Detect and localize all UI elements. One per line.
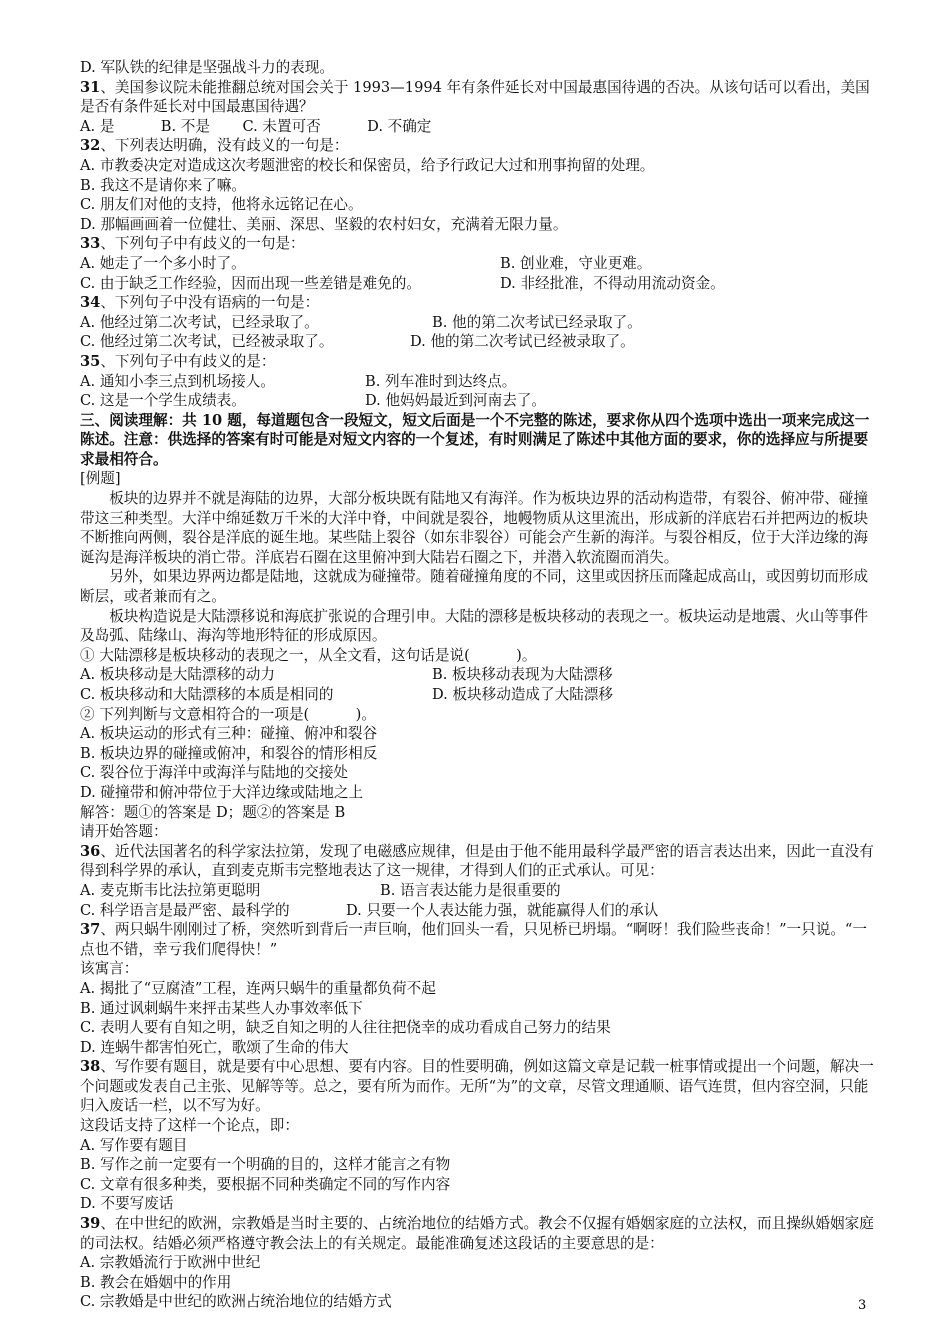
question-number: 37 [80, 921, 101, 939]
options-row [80, 274, 880, 294]
option-b: B. 板块移动表现为大陆漂移 [432, 666, 613, 684]
option-b: B. 语言表达能力是很重要的 [380, 881, 561, 899]
example-answer: 解答：题①的答案是 D；题②的答案是 B [80, 803, 346, 821]
option-c: C. 裂谷位于海洋中或海洋与陆地的交接处 [80, 764, 349, 782]
question-number: 35 [80, 352, 101, 370]
q30-option-d: D. 军队铁的纪律是坚强战斗力的表现。 [80, 59, 334, 76]
options-row [80, 313, 880, 333]
option-a: A. 通知小李三点到机场接人。 [80, 372, 275, 390]
question-31-options: A. 是 B. 不是 C. 未置可否 D. 不确定 [80, 117, 432, 135]
options-row [80, 391, 880, 411]
option-b: B. 通过讽刺蜗牛来抨击某些人办事效率低下 [80, 999, 363, 1017]
option-b: B. 列车准时到达终点。 [365, 372, 517, 390]
option-c: C. 板块移动和大陆漂移的本质是相同的 [80, 686, 334, 703]
question-lead: 该寓言： [80, 960, 139, 978]
example-paragraph-1: 板块的边界并不就是海陆的边界，大部分板块既有陆地又有海洋。作为板块边界的活动构造带，有裂谷、俯冲带、碰撞带这三种类型。大洋中绵延数万千米的大洋中脊，中间就是裂谷，地幔物质从这里流出，形成新的洋底岩石并把两边的板块不断推向两侧，裂谷是洋底的诞生地。某些陆上裂谷（如东非裂谷）可能会产生新的海洋。与裂谷相反，位于大洋边缘的海诞沟是海洋板块的消亡带。洋底岩石圈在这里俯冲到大陆岩石圈之下，并潜入软流圈而消失。 [80, 490, 869, 566]
question-number: 34 [80, 294, 101, 312]
question-lead: 这段话支持了这样一个论点，即： [80, 1117, 299, 1135]
question-text: 、下列表达明确，没有歧义的一句是： [100, 137, 349, 155]
option-d: D. 只要一个人表达能力强，就能赢得人们的承认 [346, 901, 659, 919]
options-row [80, 332, 880, 352]
option-c: C. 他经过第二次考试，已经被录取了。 [80, 333, 334, 351]
option-a: A. 市教委决定对造成这次考题泄密的校长和保密员，给予行政记大过和刑事拘留的处理。 [80, 156, 655, 174]
option-b: B. 教会在婚姻中的作用 [80, 1273, 232, 1291]
option-b: B. 板块边界的碰撞或俯冲，和裂谷的情形相反 [80, 744, 378, 762]
question-34 [80, 293, 880, 313]
option-d: D. 不要写废话 [80, 1195, 174, 1213]
question-number: 32 [80, 137, 101, 155]
question-39 [80, 1214, 880, 1253]
question-text: 、近代法国著名的科学家法拉第，发现了电磁感应规律，但是由于他不能用最科学最严密的语言表达出来，因此一直没有得到科学界的承认，直到麦克斯韦完整地表达了这一规律，才得到人们的正式承认。可见： [80, 842, 874, 880]
question-35 [80, 352, 880, 372]
option-a: A. 揭批了“豆腐渣”工程，连两只蜗牛的重量都负荷不起 [80, 979, 436, 997]
option-b: B. 创业难，守业更难。 [500, 254, 652, 272]
document-page [80, 58, 880, 1312]
option-a: A. 她走了一个多小时了。 [80, 254, 246, 272]
question-number: 31 [80, 78, 101, 96]
question-number: 38 [80, 1058, 101, 1076]
option-a: A. 宗教婚流行于欧洲中世纪 [80, 1254, 261, 1272]
option-d: D. 那幅画画着一位健壮、美丽、深思、坚毅的农村妇女，充满着无限力量。 [80, 215, 568, 233]
options-row [80, 901, 880, 921]
options-row [80, 372, 880, 392]
question-37 [80, 920, 880, 959]
example-paragraph-3: 板块构造说是大陆漂移说和海底扩张说的合理引申。大陆的漂移是板块移动的表现之一。板块运动是地震、火山等事件及岛弧、陆缘山、海沟等地形特征的形成原因。 [80, 607, 869, 645]
question-text: 、美国参议院未能推翻总统对国会关于 1993—1994 年有条件延长对中国最惠国待遇的否决。从该句话可以看出，美国是否有条件延长对中国最惠国待遇？ [80, 78, 870, 116]
option-c: C. 表明人要有自知之明，缺乏自知之明的人往往把侥幸的成功看成自己努力的结果 [80, 1019, 611, 1037]
question-number: 33 [80, 235, 101, 253]
question-33 [80, 234, 880, 254]
option-a: A. 板块移动是大陆漂移的动力 [80, 666, 275, 684]
option-c: C. 由于缺乏工作经验，因而出现一些差错是难免的。 [80, 274, 421, 292]
option-d: D. 碰撞带和俯冲带位于大洋边缘或陆地之上 [80, 783, 364, 801]
page-number: 3 [858, 1298, 867, 1313]
option-a: A. 麦克斯韦比法拉第更聪明 [80, 881, 261, 899]
options-row [80, 881, 880, 901]
question-32 [80, 136, 880, 156]
question-text: 、下列句子中有歧义的是： [100, 352, 276, 370]
question-number: 36 [80, 842, 101, 860]
example-label: [例题] [80, 470, 121, 488]
option-c: C. 宗教婚是中世纪的欧洲占统治地位的结婚方式 [80, 1293, 392, 1311]
options-row [80, 254, 880, 274]
start-prompt: 请开始答题： [80, 823, 168, 841]
example-question-1: ① 大陆漂移是板块移动的表现之一，从全文看，这句话是说( )。 [80, 646, 537, 664]
example-question-2: ② 下列判断与文意相符合的一项是( )。 [80, 705, 376, 723]
option-d: D. 非经批准，不得动用流动资金。 [500, 274, 725, 292]
option-b: B. 他的第二次考试已经录取了。 [432, 313, 642, 331]
example-paragraph-2: 另外，如果边界两边都是陆地，这就成为碰撞带。随着碰撞角度的不同，这里或因挤压而隆起成高山，或因剪切而形成断层，或者兼而有之。 [80, 568, 869, 606]
question-text: 、两只蜗牛刚刚过了桥，突然听到背后一声巨响，他们回头一看，只见桥已坍塌。“啊呀！我们险些丧命！”一只说。“一点也不错，幸亏我们爬得快！” [80, 921, 867, 958]
option-a: A. 写作要有题目 [80, 1136, 188, 1154]
question-31 [80, 78, 880, 117]
question-36 [80, 842, 880, 881]
option-c: C. 科学语言是最严密、最科学的 [80, 901, 290, 919]
question-38 [80, 1057, 880, 1116]
question-number: 39 [80, 1215, 101, 1233]
option-a: A. 他经过第二次考试，已经录取了。 [80, 313, 319, 331]
question-text: 、下列句子中没有语病的一句是： [100, 294, 320, 312]
option-c: C. 朋友们对他的支持，他将永远铭记在心。 [80, 196, 363, 214]
option-d: D. 板块移动造成了大陆漂移 [432, 686, 613, 703]
option-d: D. 他妈妈最近到河南去了。 [365, 392, 546, 410]
section-heading: 三、阅读理解：共 10 题，每道题包含一段短文，短文后面是一个不完整的陈述，要求你从四个选项中选出一项来完成这一陈述。注意：供选择的答案有时可能是对短文内容的一个复述，有时则满足了陈述中其他方面的要求，你的选择应与所提要求最相符合。 [80, 411, 870, 468]
question-text: 、写作要有题目，就是要有中心思想、要有内容。目的性要明确，例如这篇文章是记载一桩事情或提出一个问题，解决一个问题或发表自己主张、见解等等。总之，要有所为而作。无所“为”的文章，尽管文理通顺、语气连贯，但内容空洞，只能归入废话一栏，以不写为好。 [80, 1058, 874, 1115]
option-b: B. 我这不是请你来了嘛。 [80, 176, 246, 194]
options-row [80, 685, 880, 705]
option-c: C. 文章有很多种类，要根据不同种类确定不同的写作内容 [80, 1175, 451, 1193]
option-c: C. 这是一个学生成绩表。 [80, 392, 246, 410]
options-row [80, 665, 880, 685]
option-a: A. 板块运动的形式有三种：碰撞、俯冲和裂谷 [80, 725, 378, 743]
option-d: D. 连蜗牛都害怕死亡，歌颂了生命的伟大 [80, 1038, 349, 1056]
option-b: B. 写作之前一定要有一个明确的目的，这样才能言之有物 [80, 1156, 451, 1174]
question-text: 、下列句子中有歧义的一句是： [100, 235, 305, 253]
option-d: D. 他的第二次考试已经被录取了。 [410, 333, 635, 351]
question-text: 、在中世纪的欧洲，宗教婚是当时主要的、占统治地位的结婚方式。教会不仅握有婚姻家庭的立法权，而且操纵婚姻家庭的司法权。结婚必须严格遵守教会法上的有关规定。最能准确复述这段话的主要意思的是： [80, 1215, 874, 1252]
